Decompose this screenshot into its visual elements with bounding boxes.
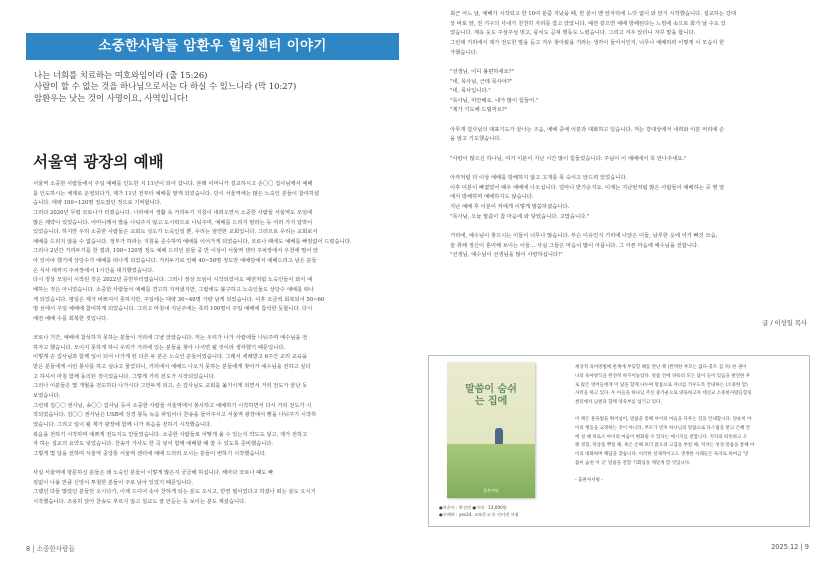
text-line: 이 책은 훈육법을 뛰어넘어, 말씀을 통해 아이의 마음을 다루는 길을 안내합니다. 단순히 아 [575, 416, 752, 422]
text-line: 서울역 소중한 사람들에서 주일 예배를 인도한 지 11년이 되어 갑니다. 본래 어머니가 설교하시고 손〇〇 집사님께서 예배 [33, 181, 313, 187]
book-description [575, 364, 801, 483]
article-body-left [33, 180, 385, 517]
text-line: 게 되었습니다. 평일은 제가 바쁘셔서 못하지만, 주일에는 대략 30~40명 가량 남게 되었습니다. 이후 조금씩 회복되어 50~60 [33, 296, 325, 303]
book-cover-publisher: 좋은씨앗 [483, 488, 499, 493]
text-line: 나의 육아방식을 완전히 바꾸어놓았다. 말씀 안에 양육의 모든 답이 들어 있음을 발견한 후 [575, 373, 751, 379]
text-line: 습니다. 대략 100~120명 정도였던 것으로 기억합니다. [33, 200, 162, 207]
text-line: 이의 행동을 교정하는 것이 아니라, 부모가 먼저 하나님의 말씀으로 다스림을 받고 은혜 안 [575, 425, 751, 431]
text-line: "선생님, 예수님이 선생님을 많이 사랑하십니다!" [450, 252, 563, 259]
paragraph [450, 174, 806, 222]
text-line: 시작했습니다. 조용히 앉아 찬송도 부르지 않고 설교도 잘 안듣는 듯 보이는 분도 계셨습니다. [33, 499, 246, 506]
page-footer-right: 2025.12 | 9 [771, 543, 809, 551]
text-line: 거리에, 예수님이 찾으시는 이들이 너무나 많습니다. 부슨 이유인지 거리에 나앉은 이들, 남루한 옷에 어가 빠진 모습, [450, 232, 718, 239]
text-line: 랫 경험, 묵상을 뿌릴 때, 혹은 손해 보더 앉으려 고집을 부릴 때, 저자는 성경 말씀을 통해 아 [575, 443, 755, 449]
review-source: - 출판사서평 - [575, 477, 603, 483]
article-title: 서울역 광장의 예배 [33, 152, 164, 171]
text-line: "제가 기도해 드릴까요?" [450, 107, 508, 114]
book-meta [439, 504, 559, 518]
text-line: "목사님, 오늘 말씀이 참 마음에 와 닿았습니다. 고맙습니다." [450, 213, 590, 220]
text-line: "사랑이 많으신 하나님, 여기 이분이 지난 시간 많이 힘들었습니다. 주님이 이 예배에서 꼭 만나주세요." [450, 155, 687, 162]
text-line: 사역을 하고 있다. 두 아들을 하나님 주신 충가운으로 양육하고자 대선교 소중한사람들힐링 [575, 391, 752, 397]
text-line: 상 바로 앞, 전 거구의 사내가 천천히 자리를 잡고 앉았니다. 예전 같으면 예배 방해된다는 느낌에 속으로 화가 날 수도 있 [450, 20, 726, 27]
text-line: 센터에서 남편과 함께 양육부를 섬기고 있다. [575, 400, 662, 406]
text-line: 을 얹고 기도했습니다. [450, 136, 502, 143]
book-meta-line: ●지은이 : 박선민 ●가격 : 13,000원 [439, 505, 507, 510]
paragraph [450, 68, 806, 116]
text-line: 짐없이 나올 만큼 신앙이 투철한 분들이 주로 남아 있었기 때문입니다. [33, 479, 194, 486]
cover-person-figure [495, 428, 503, 444]
paragraph [33, 334, 385, 459]
book-cover-image [447, 362, 535, 498]
paragraph [450, 155, 806, 165]
text-line: 에 설 때 비로소 아이의 마음이 변화될 수 있다는 메시지를 전합니다. 저자의 따뜻하고 오 [575, 434, 748, 440]
text-line: 예배를 드리지 않을 수 없습니다. 정부가 하라는 지침을 준수하며 예배를 이어가게 되었습니다, 코로나 때에도 예배를 빠짐없이 드렸습니다. [33, 238, 352, 245]
text-line: 였습니다. 그리고 일이 될 제가 광장에 함께 나가 복음을 전하기 시작했습니다. [33, 421, 212, 428]
text-line: 아 있어야 했기에 상당수가 예배를 떠나게 되었습니다. 거리두기로 인해 40~50명 정도만 예배당에서 예배드리고 남은 분들 [33, 258, 317, 265]
text-line: 복음을 전하기 시작하며 예쁘게 전도지도 만들었습니다. 소중한 사람들로 어떻게 올 수 있는지 약도도 넣고, 제가 전하고 [33, 431, 308, 438]
text-line: 그러나 이분들은 몇 개월을 전도하다 나가시다 그만두게 되고, 손 집사님도 교회를 옮기시게 되면서 거리 전도가 끝난 듯 [33, 383, 308, 390]
text-line: "네, 목사입니다." [450, 88, 491, 95]
author-byline: 글 / 이성일 목사 [762, 320, 807, 327]
verse-line: 암환우는 낫는 것이 사명이요, 사역입니다! [34, 92, 189, 103]
text-line: 아까처럼 더 이상 예배를 방해하지 않고 고개를 푹 숙이고 앉드려 있었습니다. [450, 175, 628, 182]
text-line: 자 하는 설교의 요약도 넣었습니다. 찬송가 가사도 한 곡 넣어 함께 예배할 때 쓸 수 있도록 준비했습니다. [33, 441, 274, 448]
text-line: 하자고 했습니다. 모이지 못하게 하니 우리가 거리에 있는 분들을 찾아 나서면 될 것이라 생각했기 때문입니다. [33, 344, 286, 351]
text-line: 코로나 기간, 예배에 참석하지 못하는 분들이 거리에 그냥 앉았습니다. 저는 우리가 나가 사람에들 나눠주며 예수님을 전 [33, 335, 308, 342]
paragraph [450, 126, 806, 145]
text-line: 를 인도하시는 체제로 운영되다가, 제가 11년 전부터 예배를 맡게 되었습니다. 당시 서울역에는 많은 노숙인 분들이 참여하셨 [33, 190, 320, 197]
text-line: 그러다 2020년 무렵 코로나가 터졌습니다. 나라에서 생활 속 거리두기 지침이 내려오면서 소중한 사람들 서울역도 모임에 [33, 209, 313, 216]
book-meta-line: ●구매처 : yes24, 교보문고 등 인터넷 서점 [439, 512, 519, 517]
text-line: 씀이 숨쉰 이 곳' 말씀을 전할 기회임을 깨닫게 할 것입니다. [575, 460, 691, 466]
text-line: 다시 정상 모임이 시작된 것은 2022년 중반부터였습니다. 그러나 정상 모임이 시작되었어도 예전처럼 노숙인들이 와서 예 [33, 277, 313, 284]
text-line: 이후 이분이 빠졌었어 때우 예배에 나오십니다. 얼마나 반가운지요. 이제는 지난번처럼 많은 사람들이 예배하는 곳 맨 앞 [450, 184, 725, 191]
text-line: 사실 서울역에 방문하신 분들은 왜 노숙인 분들이 이렇게 많은지 궁금해 하십니다. 해마다 코로나 때도 빠 [33, 470, 274, 477]
text-line: 이렇게 손 집사님과 함께 일이 되어 나가게 된 다른 두 분은 노숙인 분들이었습니다. 그래서 세례받고 6주간 교리 교육을 [33, 354, 308, 361]
text-line: 보였습니다. [33, 393, 61, 400]
text-line: 많은 제약이 있었습니다. 어머니께서 밥을 나눠주지 않고 도시락으로 나눠주며, 예배를 드리지 말라는 등 여러 가지 압박이 [33, 219, 313, 226]
text-line: 고 하셔서 마침 함께 동의된 것이었습니다. 그렇게 거리 전도가 시작되었습니다. [33, 373, 216, 380]
paragraph [450, 232, 806, 261]
text-line: "네, 목사님, 근데 목사야?" [450, 78, 513, 85]
paragraph [575, 364, 801, 408]
book-cover-title: 말씀이 숨쉬는 집에 [465, 384, 517, 407]
paragraph [450, 10, 806, 58]
text-line: 세상적 육아방법에 한계에 부딪힐 때를 만난 책 (완벽한 부모는 없다-홀트 칩 저) 한 권이 [575, 365, 747, 370]
text-line: 그랬던 다들 많았던 분들만 오시다가, 이제 드디어 솟아 찬하게 되는 분도 오시고, 반면 필이었다고 하셨나 떠는 분도 오시기 [33, 489, 316, 496]
paragraph [33, 469, 385, 508]
text-line: 지난 예배 후 이분이 저에게 이렇게 말씀하셨습니다. [450, 204, 570, 210]
text-line: 배하는 것은 아니었습니다. 소중한 사람들이 예배를 견고히 지켜냈지만, 그럼에도 불구하고 노숙인들도 상당수 예배를 떠나 [33, 287, 315, 294]
text-line: "선생님, 어디 불편하세요?" [450, 68, 514, 75]
scripture-verses [34, 70, 394, 104]
text-line: 가했습니다. [450, 49, 478, 56]
book-recommendation-box [428, 355, 810, 527]
text-line: 받은 분들에게 이런 봉사를 하고 싶냐고 물었더니, 거리에서 예배드 나오지 못하는 분들에게 찾아가 예수님을 전하고 싶다 [33, 364, 311, 371]
text-line: 에서 방해하며 예배하지도 않습니다. [450, 194, 534, 201]
text-line: 있었습니다. 하지만 우리 소중한 사람들은 교회도 성도가 노숙인일 뿐, 우리는 엄연한 교회입니다. 그러므로 우리는 교회로서 [33, 229, 318, 236]
text-line: 그렇게 몇 달을 전하며 서울역 중앙통 서울역 센터에 예배 드리러 오시는 분들이 변하기 시작했습니다. [33, 450, 267, 457]
text-line: 명 선에서 주일 예배에 참여하게 되었습니다. 그리고 마침내 지난주에는 족히 100명이 주일 예배에 참석한 듯합니다. 다시 [33, 306, 313, 313]
text-line: 그런데 김〇〇 권사님, 송〇〇 집사님 등이 소중한 사람들 서울역에서 봉사하고 예배하기 시작하면서 다시 거리 전도가 시 [33, 402, 312, 409]
section-banner: 소중한사람들 암환우 힐링센터 이야기 [26, 33, 399, 60]
paragraph [575, 416, 801, 469]
verse-line: 나는 너희를 치료하는 여호와임이라 (출 15:26) [34, 70, 208, 80]
text-line: 로 많은 영어들에게 이 답을 함께 나누며 말씀으로 자녀를 키우도록 안내하는 (소중한 맘) [575, 382, 748, 388]
text-line: 아무개 집사님의 대표기도가 끝나는 즈음, 예배 중에 이분과 대화하고 있습니다. 저는 강대상에서 내려와 이분 머리에 손 [450, 126, 725, 133]
text-line: 작되었습니다. 김〇〇 권사님은 USB에 성경 봉독 녹음 파일이나 찬송을 들어주시고 서울역 광장에서 빵을 나눠주기 시작하 [33, 412, 317, 419]
text-line: 었습니다. 계속 웃도 주섬주섬 벗고, 뭉치도 곧쳐 행동도 느렸습니다. 그리고 겨우 앉더니 자꾸 말을 합니다. [450, 30, 696, 37]
text-line: 그러나 2년간 거리두기를 한 결과, 100~120명 정도 예배 드리던 분들 중 반 이상이 서울역 센터 주차장에서 우천에 떨어 앉 [33, 248, 319, 255]
page-footer-left: 8 | 소중한사람들 [26, 545, 75, 553]
text-line: 그런데 거리에서 제가 전도한 말을 듣고 겨우 찾아왔을 거라는 생각이 들어서인지, 너무나 예배하러 이렇게 이 모습이 한 [450, 39, 725, 46]
article-body-right [450, 10, 806, 271]
right-page [418, 0, 835, 573]
text-line: 예전 예배 수를 회복한 것입니다. [33, 315, 108, 322]
verse-line: 사람이 할 수 없는 것을 하나님으로서는 다 하실 수 있느니라 (막 10:27) [34, 81, 297, 92]
text-line: 최근 어느 날, 예배가 시작되고 한 10여 분쯤 지났을 때, 한 분이 맨 앞자리에 느닷 없이 와 앉기 시작했습니다. 설교하는 강대 [450, 11, 736, 17]
text-line: 술 취해 정신이 혼미해 보이는 이들… 사실 그들은 마음이 많이 아픕니다. 그 아픈 마음에 예수님을 전합니다. [450, 242, 699, 249]
paragraph [33, 180, 385, 325]
text-line: 이의 대화하며 해답을 찾습니다. 이러한 실제적이고도 생생한 사례들은 독자로 하여금 '말 [575, 452, 749, 458]
text-line: "목사님, 미안해요. 내가 많이 힘들어." [450, 97, 539, 104]
text-line: 은 식사 대까지 주차장에서 1시간을 대기했었습니다. [33, 267, 154, 274]
